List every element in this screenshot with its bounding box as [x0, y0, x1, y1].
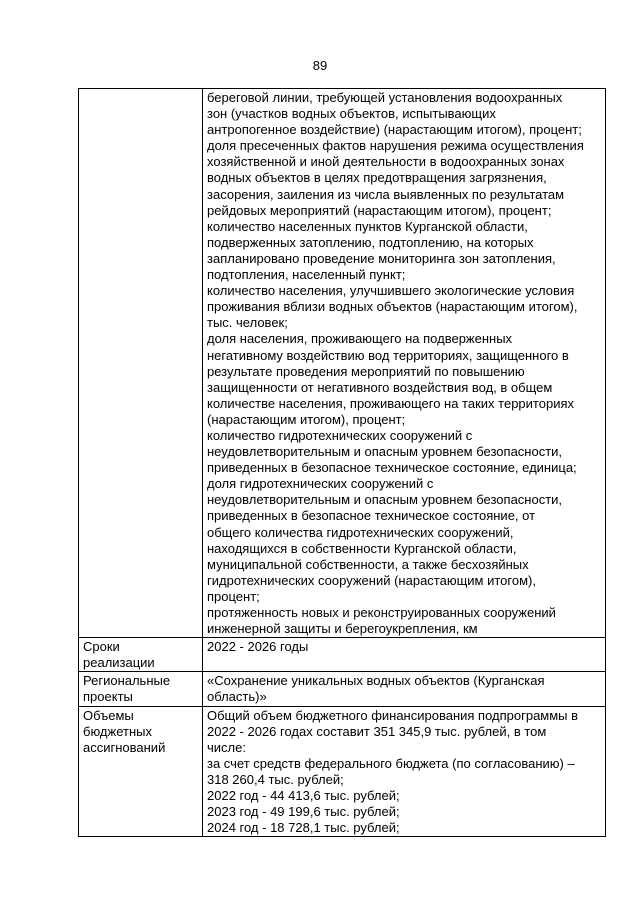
table-row — [79, 706, 606, 837]
row-value-line: область)» — [207, 689, 267, 705]
row-value-line: засорения, заиления из числа выявленных по результатам — [207, 186, 565, 202]
row-value-line: гидротехнических сооружений (нарастающим итогом), — [207, 572, 536, 588]
row-value-line: общего количества гидротехнических сооружений, — [207, 524, 514, 540]
row-label-line: ассигнований — [83, 739, 166, 755]
row-label-line: Региональные — [83, 673, 171, 689]
row-value-line: за счет средств федерального бюджета (по согласованию) – — [207, 755, 575, 771]
row-value-line: 318 260,4 тыс. рублей; — [207, 771, 344, 787]
row-label-line: проекты — [83, 689, 133, 705]
row-value-line: проживания вблизи водных объектов (нарастающим итогом), — [207, 299, 578, 315]
row-value-cell — [203, 706, 606, 837]
row-value-line: количестве населения, проживающего на таких территориях — [207, 395, 574, 411]
row-value-line: количество населенных пунктов Курганской области, — [207, 218, 528, 234]
passport-table — [78, 88, 606, 837]
row-label-line: Сроки — [83, 639, 120, 655]
row-value-line: береговой линии, требующей установления водоохранных — [207, 90, 563, 105]
row-value-line: зон (участков водных объектов, испытывающих — [207, 106, 496, 122]
row-value-line: подтопления, населенный пункт; — [207, 267, 406, 283]
row-value-line: водных объектов в целях предотвращения загрязнения, — [207, 170, 547, 186]
row-value-line: рейдовых мероприятий (нарастающим итогом), процент; — [207, 202, 552, 218]
row-label-cell — [79, 89, 203, 638]
row-label-line: Объемы — [83, 707, 134, 723]
row-value-cell — [203, 89, 606, 638]
table-row — [79, 638, 606, 672]
row-value-line: неудовлетворительным и опасным уровнем безопасности, — [207, 444, 563, 460]
passport-table-body — [79, 89, 606, 837]
row-value-line: хозяйственной и иной деятельности в водоохранных зонах — [207, 154, 565, 170]
row-value-line: протяженность новых и реконструированных сооружений — [207, 605, 556, 620]
row-value-line: Общий объем бюджетного финансирования подпрограммы в — [207, 707, 579, 723]
row-value-line: числе: — [207, 739, 246, 755]
row-value-cell — [203, 638, 606, 672]
row-value-line: (нарастающим итогом), процент; — [207, 411, 406, 427]
row-value-line: неудовлетворительным и опасным уровнем безопасности, — [207, 492, 563, 508]
row-value-line: 2022 год - 44 413,6 тыс. рублей; — [207, 788, 400, 804]
row-value-cell — [203, 672, 606, 706]
row-value-line: тыс. человек; — [207, 315, 288, 331]
row-value-line: доля гидротехнических сооружений с — [207, 476, 434, 492]
row-label-cell — [79, 638, 203, 672]
row-label-line: бюджетных — [83, 723, 152, 739]
row-value-line: 2024 год - 18 728,1 тыс. рублей; — [207, 820, 400, 836]
row-value-line: количество гидротехнических сооружений с — [207, 427, 473, 443]
table-row — [79, 672, 606, 706]
row-value-line: запланировано проведение мониторинга зон затопления, — [207, 250, 556, 266]
row-value-line: 2023 год - 49 199,6 тыс. рублей; — [207, 804, 400, 820]
row-value-line: инженерной защиты и берегоукрепления, км — [207, 621, 478, 637]
row-value-line: находящихся в собственности Курганской области, — [207, 540, 517, 556]
row-value-line: защищенности от негативного воздействия вод, в общем — [207, 379, 553, 395]
row-value-line: подверженных затоплению, подтоплению, на которых — [207, 234, 534, 250]
row-value-line: муниципальной собственности, а также бесхозяйных — [207, 556, 529, 572]
table-row — [79, 89, 606, 638]
row-value-line: доля населения, проживающего на подверженных — [207, 331, 513, 347]
row-value-line: приведенных в безопасное техническое состояние, единица; — [207, 460, 577, 476]
row-value-line: «Сохранение уникальных водных объектов (Курганская — [207, 673, 545, 689]
page-number: 89 — [312, 58, 328, 73]
row-value-line: результате проведения мероприятий по повышению — [207, 363, 525, 379]
row-label-cell — [79, 672, 203, 706]
row-value-line: 2022 - 2026 годы — [207, 639, 309, 655]
row-value-line: количество населения, улучшившего экологические условия — [207, 283, 575, 299]
row-value-line: приведенных в безопасное техническое состояние, от — [207, 508, 536, 524]
row-value-line: 2022 - 2026 годах составит 351 345,9 тыс. рублей, в том — [207, 723, 547, 739]
row-value-line: антропогенное воздействие) (нарастающим итогом), процент; — [207, 122, 582, 138]
row-label-cell — [79, 706, 203, 837]
row-label-line: реализации — [83, 655, 155, 671]
row-value-line: доля пресеченных фактов нарушения режима осуществления — [207, 138, 584, 154]
row-value-line: негативному воздействию вод территориях, защищенного в — [207, 347, 569, 363]
row-value-line: процент; — [207, 588, 260, 604]
